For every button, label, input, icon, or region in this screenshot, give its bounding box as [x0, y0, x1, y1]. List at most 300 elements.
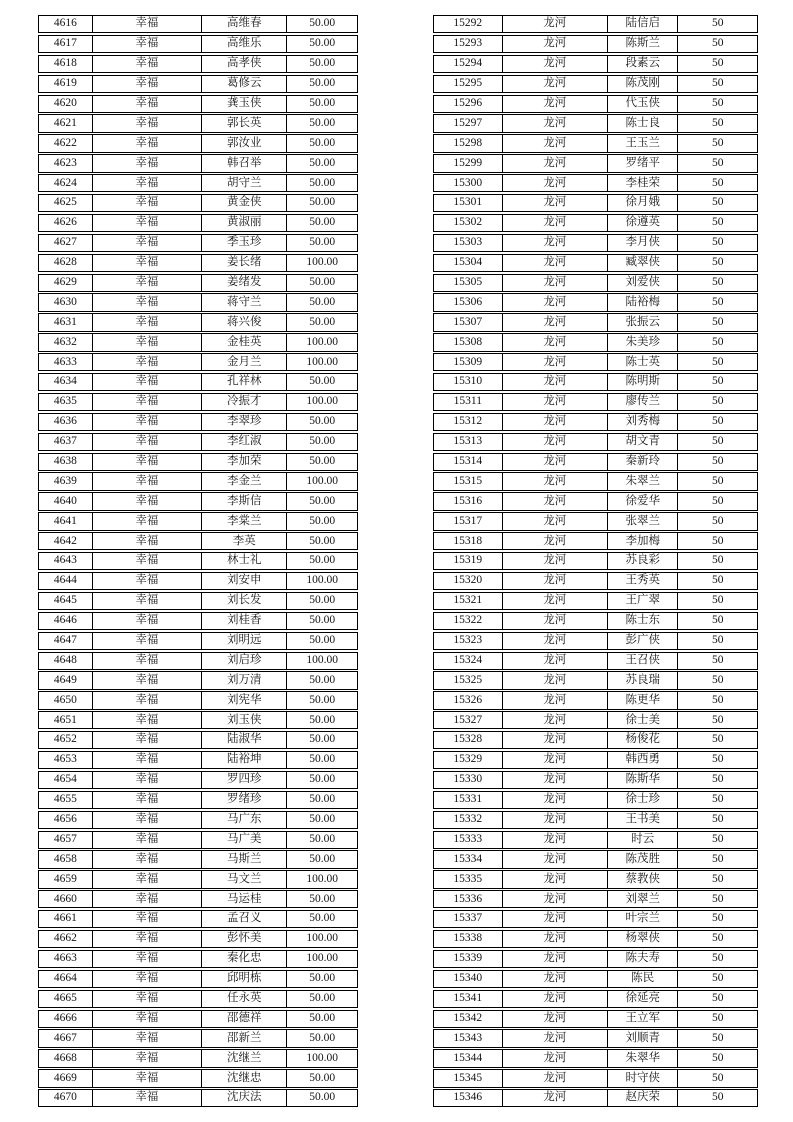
- table-row: [433, 592, 758, 610]
- table-row: [433, 373, 758, 391]
- cell-id: 15320: [434, 573, 503, 589]
- table-row: [433, 1089, 758, 1107]
- cell-id: 4660: [39, 891, 93, 907]
- cell-id: 15340: [434, 971, 503, 987]
- cell-amount: 50.00: [309, 435, 336, 448]
- cell-group: 龙河: [503, 633, 608, 649]
- cell-group: 幸福: [93, 314, 202, 330]
- cell-group: 龙河: [503, 493, 608, 509]
- cell-amount: 50.00: [309, 275, 336, 288]
- cell-id: 4646: [39, 613, 93, 629]
- cell-id: 4629: [39, 275, 93, 291]
- cell-group: 幸福: [93, 334, 202, 350]
- cell-name: 刘明远: [202, 633, 287, 649]
- table-row: [38, 75, 358, 93]
- cell-group: 龙河: [503, 454, 608, 470]
- cell-group: 龙河: [503, 215, 608, 231]
- cell-amount: 50: [711, 57, 724, 70]
- table-row: [38, 572, 358, 590]
- table-row: [433, 293, 758, 311]
- table-row: [38, 413, 358, 431]
- cell-id: 15316: [434, 493, 503, 509]
- cell-group: 幸福: [93, 175, 202, 191]
- cell-id: 4667: [39, 1030, 93, 1046]
- cell-group: 龙河: [503, 354, 608, 370]
- cell-id: 15317: [434, 513, 503, 529]
- cell-amount: 50.00: [309, 176, 336, 189]
- cell-group: 幸福: [93, 573, 202, 589]
- cell-group: 龙河: [503, 891, 608, 907]
- cell-name: 金桂英: [202, 334, 287, 350]
- cell-id: 15302: [434, 215, 503, 231]
- cell-name: 黄淑丽: [202, 215, 287, 231]
- cell-name: 陆裕梅: [608, 294, 679, 310]
- cell-id: 15328: [434, 732, 503, 748]
- cell-name: 王秀英: [608, 573, 679, 589]
- cell-group: 龙河: [503, 752, 608, 768]
- cell-amount: 50: [711, 892, 724, 905]
- table-row: [433, 1010, 758, 1028]
- cell-id: 4626: [39, 215, 93, 231]
- cell-id: 4627: [39, 235, 93, 251]
- cell-name: 李斯信: [202, 493, 287, 509]
- cell-id: 4665: [39, 991, 93, 1007]
- cell-name: 刘秀梅: [608, 414, 679, 430]
- cell-group: 幸福: [93, 1070, 202, 1086]
- cell-name: 刘万清: [202, 672, 287, 688]
- cell-group: 龙河: [503, 1050, 608, 1066]
- cell-name: 陆信启: [608, 16, 679, 32]
- cell-id: 15310: [434, 374, 503, 390]
- cell-group: 幸福: [93, 1011, 202, 1027]
- cell-name: 刘桂香: [202, 613, 287, 629]
- cell-group: 龙河: [503, 672, 608, 688]
- cell-name: 沈庆法: [202, 1090, 287, 1106]
- cell-group: 幸福: [93, 493, 202, 509]
- cell-name: 徐延亮: [608, 991, 679, 1007]
- cell-group: 幸福: [93, 752, 202, 768]
- cell-name: 朱翠兰: [608, 473, 679, 489]
- cell-name: 徐月娥: [608, 195, 679, 211]
- cell-amount: 50.00: [309, 136, 336, 149]
- table-row: [38, 95, 358, 113]
- cell-amount: 50: [711, 395, 724, 408]
- cell-id: 15341: [434, 991, 503, 1007]
- cell-amount: 100.00: [306, 872, 339, 885]
- cell-id: 15306: [434, 294, 503, 310]
- cell-amount: 50: [711, 534, 724, 547]
- cell-amount: 50: [711, 375, 724, 388]
- cell-id: 4645: [39, 593, 93, 609]
- cell-name: 张振云: [608, 314, 679, 330]
- cell-group: 龙河: [503, 971, 608, 987]
- table-row: [38, 811, 358, 829]
- cell-amount: 100.00: [306, 256, 339, 269]
- cell-name: 时云: [608, 832, 679, 848]
- cell-id: 15298: [434, 135, 503, 151]
- cell-amount: 50: [711, 753, 724, 766]
- cell-name: 任永英: [202, 991, 287, 1007]
- cell-group: 幸福: [93, 931, 202, 947]
- cell-id: 15305: [434, 275, 503, 291]
- cell-amount: 50.00: [309, 116, 336, 129]
- cell-group: 龙河: [503, 314, 608, 330]
- cell-group: 龙河: [503, 613, 608, 629]
- table-row: [38, 472, 358, 490]
- cell-id: 15333: [434, 832, 503, 848]
- cell-name: 邵德祥: [202, 1011, 287, 1027]
- cell-amount: 50: [711, 554, 724, 567]
- cell-group: 幸福: [93, 851, 202, 867]
- cell-group: 龙河: [503, 473, 608, 489]
- cell-amount: 50: [711, 116, 724, 129]
- cell-group: 幸福: [93, 732, 202, 748]
- cell-amount: 50.00: [309, 634, 336, 646]
- cell-name: 赵庆荣: [608, 1090, 679, 1106]
- cell-group: 幸福: [93, 633, 202, 649]
- cell-name: 刘宪华: [202, 692, 287, 708]
- cell-group: 龙河: [503, 56, 608, 72]
- cell-amount: 50.00: [309, 1071, 336, 1084]
- cell-group: 龙河: [503, 414, 608, 430]
- cell-amount: 100.00: [306, 653, 339, 666]
- table-row: [433, 572, 758, 590]
- cell-id: 4657: [39, 832, 93, 848]
- cell-name: 龚玉侠: [202, 96, 287, 112]
- table-row: [38, 691, 358, 709]
- table-row: [433, 990, 758, 1008]
- cell-group: 龙河: [503, 374, 608, 390]
- table-row: [433, 234, 758, 252]
- cell-name: 杨俊花: [608, 732, 679, 748]
- cell-name: 李红淑: [202, 434, 287, 450]
- cell-amount: 50.00: [309, 415, 336, 428]
- table-row: [433, 850, 758, 868]
- cell-id: 15330: [434, 772, 503, 788]
- table-row: [433, 393, 758, 411]
- cell-group: 龙河: [503, 16, 608, 32]
- cell-amount: 50.00: [309, 1031, 336, 1044]
- cell-name: 李金兰: [202, 473, 287, 489]
- cell-id: 4624: [39, 175, 93, 191]
- cell-amount: 50: [711, 852, 724, 865]
- table-row: [38, 1029, 358, 1047]
- cell-id: 4636: [39, 414, 93, 430]
- cell-id: 4617: [39, 36, 93, 52]
- cell-group: 龙河: [503, 573, 608, 589]
- cell-id: 15345: [434, 1070, 503, 1086]
- cell-amount: 50.00: [309, 37, 336, 50]
- cell-id: 15325: [434, 672, 503, 688]
- cell-id: 15324: [434, 653, 503, 669]
- cell-amount: 50.00: [309, 295, 336, 308]
- cell-id: 4651: [39, 712, 93, 728]
- cell-amount: 50: [711, 474, 724, 487]
- cell-amount: 50: [711, 454, 724, 467]
- table-row: [38, 592, 358, 610]
- cell-name: 李加荣: [202, 454, 287, 470]
- cell-id: 15335: [434, 871, 503, 887]
- cell-id: 4623: [39, 155, 93, 171]
- cell-group: 龙河: [503, 115, 608, 131]
- cell-name: 蔡教侠: [608, 871, 679, 887]
- table-row: [433, 15, 758, 33]
- table-row: [433, 970, 758, 988]
- cell-group: 幸福: [93, 394, 202, 410]
- table-row: [433, 532, 758, 550]
- cell-group: 龙河: [503, 593, 608, 609]
- table-row: [38, 970, 358, 988]
- cell-group: 龙河: [503, 434, 608, 450]
- cell-amount: 50.00: [309, 96, 336, 109]
- cell-id: 4659: [39, 871, 93, 887]
- cell-name: 刘爱侠: [608, 275, 679, 291]
- cell-id: 4630: [39, 294, 93, 310]
- cell-group: 龙河: [503, 772, 608, 788]
- cell-name: 刘长发: [202, 593, 287, 609]
- table-row: [433, 134, 758, 152]
- cell-id: 15300: [434, 175, 503, 191]
- cell-group: 龙河: [503, 1070, 608, 1086]
- cell-amount: 50: [711, 952, 724, 965]
- table-row: [38, 1049, 358, 1067]
- cell-name: 秦新玲: [608, 454, 679, 470]
- cell-group: 幸福: [93, 1090, 202, 1106]
- cell-group: 龙河: [503, 1090, 608, 1106]
- cell-group: 幸福: [93, 1050, 202, 1066]
- table-row: [433, 154, 758, 172]
- cell-amount: 50.00: [309, 554, 336, 567]
- cell-id: 15331: [434, 792, 503, 808]
- table-row: [38, 35, 358, 53]
- cell-id: 4628: [39, 255, 93, 271]
- cell-amount: 50.00: [309, 1091, 336, 1104]
- table-row: [38, 234, 358, 252]
- cell-amount: 50.00: [309, 972, 336, 985]
- cell-amount: 50: [711, 494, 724, 507]
- cell-id: 15315: [434, 473, 503, 489]
- cell-id: 15343: [434, 1030, 503, 1046]
- cell-amount: 50: [711, 793, 724, 806]
- cell-amount: 50: [711, 176, 724, 189]
- cell-name: 高维乐: [202, 36, 287, 52]
- cell-group: 幸福: [93, 414, 202, 430]
- table-row: [433, 433, 758, 451]
- cell-amount: 50: [711, 634, 724, 646]
- cell-name: 陈茂胜: [608, 851, 679, 867]
- cell-amount: 50: [711, 1011, 724, 1024]
- cell-name: 冷振才: [202, 394, 287, 410]
- cell-id: 4616: [39, 16, 93, 32]
- table-row: [433, 1049, 758, 1067]
- cell-group: 龙河: [503, 275, 608, 291]
- table-row: [38, 671, 358, 689]
- table-row: [38, 771, 358, 789]
- cell-name: 王召侠: [608, 653, 679, 669]
- cell-name: 马斯兰: [202, 851, 287, 867]
- cell-amount: 50: [711, 653, 724, 666]
- table-row: [433, 870, 758, 888]
- cell-group: 幸福: [93, 1030, 202, 1046]
- cell-name: 季玉珍: [202, 235, 287, 251]
- table-row: [38, 791, 358, 809]
- cell-amount: 100.00: [306, 474, 339, 487]
- cell-name: 陈茂刚: [608, 76, 679, 92]
- table-row: [38, 850, 358, 868]
- cell-group: 幸福: [93, 812, 202, 828]
- cell-group: 幸福: [93, 96, 202, 112]
- cell-id: 4637: [39, 434, 93, 450]
- cell-name: 陈民: [608, 971, 679, 987]
- cell-amount: 50: [711, 236, 724, 249]
- cell-name: 林士礼: [202, 553, 287, 569]
- table-row: [38, 15, 358, 33]
- cell-name: 李棠兰: [202, 513, 287, 529]
- cell-group: 龙河: [503, 135, 608, 151]
- cell-amount: 50: [711, 96, 724, 109]
- table-row: [38, 433, 358, 451]
- cell-id: 4656: [39, 812, 93, 828]
- cell-id: 15294: [434, 56, 503, 72]
- table-row: [433, 771, 758, 789]
- cell-group: 幸福: [93, 195, 202, 211]
- cell-amount: 100.00: [306, 355, 339, 368]
- cell-name: 高维春: [202, 16, 287, 32]
- cell-id: 4631: [39, 314, 93, 330]
- cell-amount: 50.00: [309, 156, 336, 169]
- table-row: [38, 512, 358, 530]
- cell-amount: 50.00: [309, 315, 336, 328]
- cell-id: 4642: [39, 533, 93, 549]
- cell-id: 15309: [434, 354, 503, 370]
- cell-amount: 50: [711, 156, 724, 169]
- cell-name: 罗绪珍: [202, 792, 287, 808]
- table-row: [38, 174, 358, 192]
- table-row: [433, 711, 758, 729]
- table-row: [38, 612, 358, 630]
- cell-id: 15292: [434, 16, 503, 32]
- cell-amount: 100.00: [306, 574, 339, 587]
- cell-group: 幸福: [93, 275, 202, 291]
- cell-id: 15303: [434, 235, 503, 251]
- cell-group: 龙河: [503, 334, 608, 350]
- table-row: [433, 453, 758, 471]
- table-row: [38, 194, 358, 212]
- cell-group: 幸福: [93, 991, 202, 1007]
- cell-amount: 50: [711, 832, 724, 845]
- cell-name: 陈士良: [608, 115, 679, 131]
- cell-name: 廖传兰: [608, 394, 679, 410]
- cell-amount: 50.00: [309, 693, 336, 706]
- cell-name: 郭汝业: [202, 135, 287, 151]
- table-row: [38, 552, 358, 570]
- cell-amount: 50: [711, 614, 724, 627]
- table-row: [38, 55, 358, 73]
- cell-name: 金月兰: [202, 354, 287, 370]
- cell-name: 黄金侠: [202, 195, 287, 211]
- cell-name: 陆裕坤: [202, 752, 287, 768]
- cell-id: 4638: [39, 454, 93, 470]
- cell-id: 15301: [434, 195, 503, 211]
- cell-id: 4621: [39, 115, 93, 131]
- cell-id: 4618: [39, 56, 93, 72]
- table-row: [38, 890, 358, 908]
- cell-group: 幸福: [93, 16, 202, 32]
- cell-amount: 50: [711, 315, 724, 328]
- cell-name: 沈继忠: [202, 1070, 287, 1086]
- cell-group: 龙河: [503, 513, 608, 529]
- cell-group: 幸福: [93, 613, 202, 629]
- cell-id: 15308: [434, 334, 503, 350]
- cell-id: 4658: [39, 851, 93, 867]
- cell-group: 幸福: [93, 235, 202, 251]
- cell-name: 孟召义: [202, 911, 287, 927]
- cell-amount: 50: [711, 17, 724, 30]
- cell-id: 4664: [39, 971, 93, 987]
- cell-id: 4632: [39, 334, 93, 350]
- cell-group: 幸福: [93, 593, 202, 609]
- cell-group: 幸福: [93, 692, 202, 708]
- cell-group: 龙河: [503, 175, 608, 191]
- cell-id: 4643: [39, 553, 93, 569]
- cell-group: 龙河: [503, 195, 608, 211]
- cell-group: 龙河: [503, 792, 608, 808]
- cell-group: 龙河: [503, 294, 608, 310]
- cell-amount: 50.00: [309, 594, 336, 607]
- cell-amount: 50: [711, 773, 724, 786]
- cell-amount: 50: [711, 673, 724, 686]
- table-row: [433, 492, 758, 510]
- table-row: [433, 652, 758, 670]
- cell-group: 龙河: [503, 235, 608, 251]
- table-row: [433, 512, 758, 530]
- cell-name: 陈斯兰: [608, 36, 679, 52]
- cell-name: 苏良彩: [608, 553, 679, 569]
- cell-name: 罗绪平: [608, 155, 679, 171]
- table-row: [38, 950, 358, 968]
- cell-id: 15318: [434, 533, 503, 549]
- cell-name: 刘翠兰: [608, 891, 679, 907]
- cell-amount: 50.00: [309, 793, 336, 806]
- cell-amount: 50: [711, 713, 724, 726]
- table-row: [433, 95, 758, 113]
- cell-group: 幸福: [93, 215, 202, 231]
- cell-amount: 50.00: [309, 713, 336, 726]
- table-row: [433, 671, 758, 689]
- cell-amount: 50.00: [309, 753, 336, 766]
- cell-id: 4649: [39, 672, 93, 688]
- table-row: [433, 632, 758, 650]
- cell-amount: 100.00: [306, 1051, 339, 1064]
- cell-id: 15297: [434, 115, 503, 131]
- cell-name: 高孝侠: [202, 56, 287, 72]
- cell-name: 朱美珍: [608, 334, 679, 350]
- cell-amount: 100.00: [306, 932, 339, 945]
- table-row: [433, 353, 758, 371]
- cell-group: 幸福: [93, 553, 202, 569]
- cell-name: 韩西勇: [608, 752, 679, 768]
- cell-name: 蒋守兰: [202, 294, 287, 310]
- cell-amount: 50.00: [309, 912, 336, 925]
- cell-name: 邵新兰: [202, 1030, 287, 1046]
- cell-name: 孔祥林: [202, 374, 287, 390]
- cell-amount: 50: [711, 415, 724, 428]
- cell-group: 龙河: [503, 851, 608, 867]
- cell-group: 龙河: [503, 871, 608, 887]
- cell-amount: 50: [711, 256, 724, 269]
- cell-name: 马文兰: [202, 871, 287, 887]
- cell-group: 龙河: [503, 911, 608, 927]
